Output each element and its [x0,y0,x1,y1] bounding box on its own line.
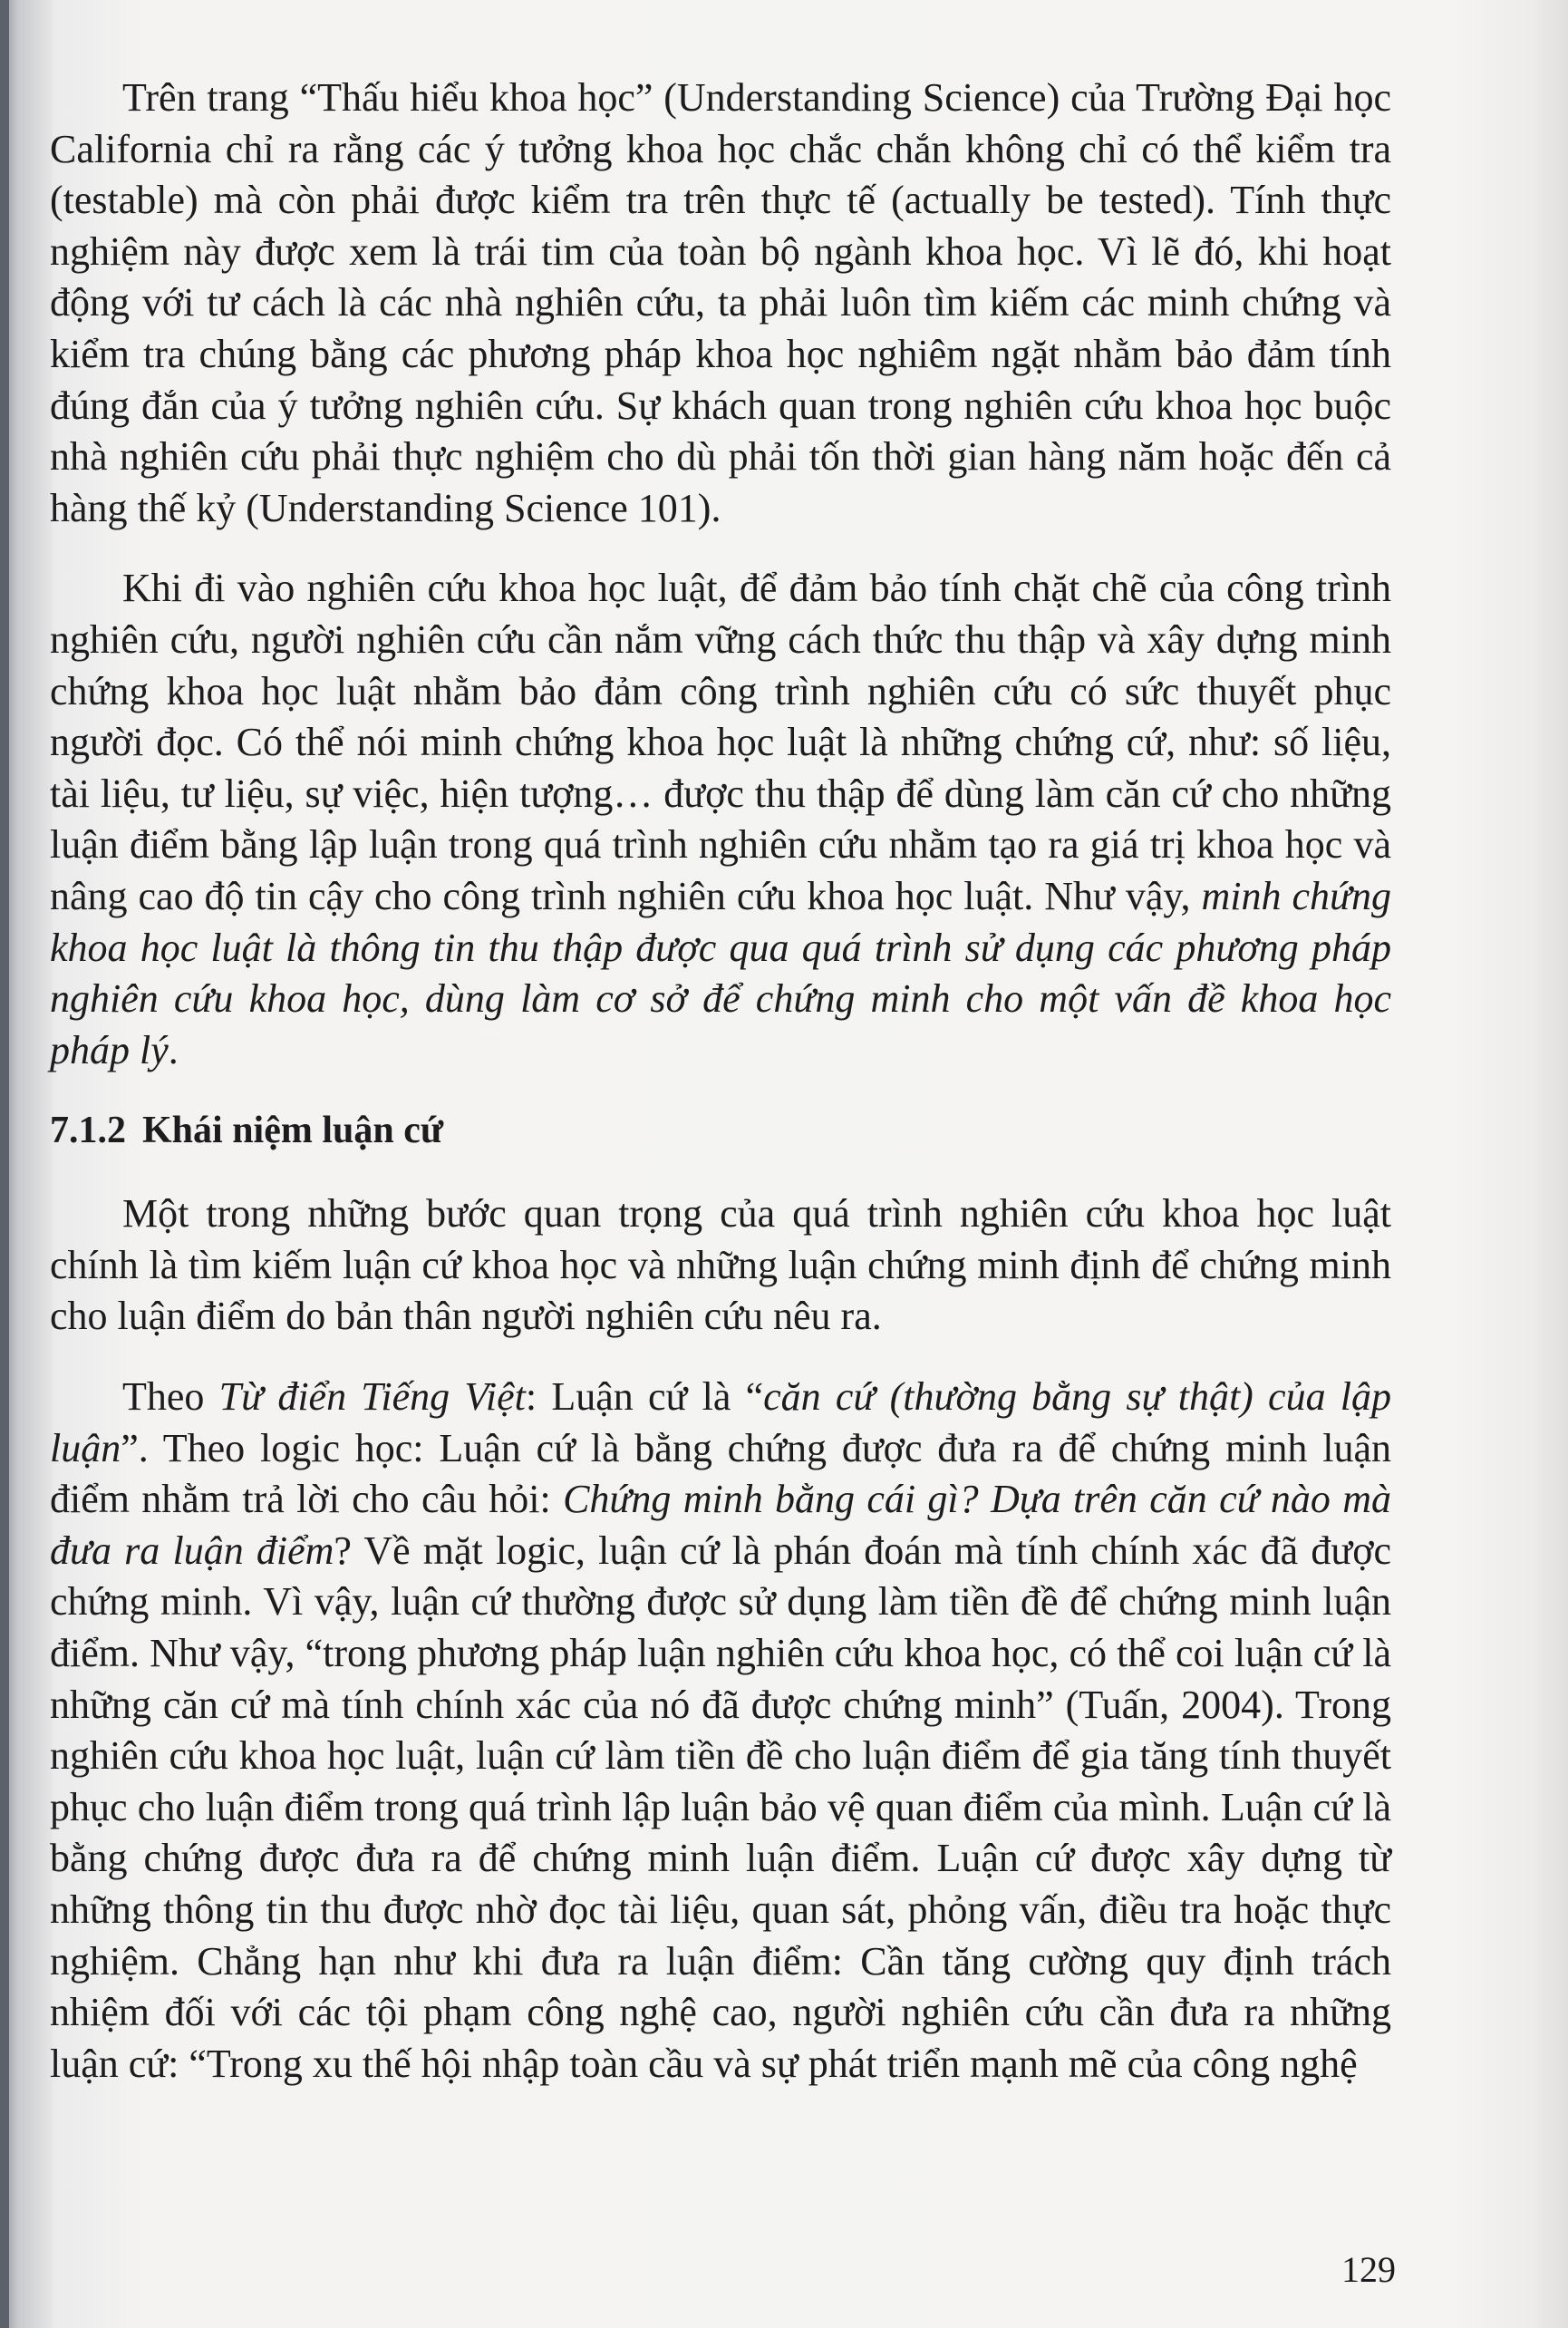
page-content [50,73,1391,2119]
text-segment: : Luận cứ là “ [525,1374,764,1420]
paragraph-p4 [50,1372,1391,2090]
paragraph-p1 [50,73,1391,534]
text-segment: minh chứng khoa học luật là thông tin thu thập được qua quá trình sử dụng các phương pháp nghiên cứu khoa học, dùng làm cơ sở để chứng minh cho một vấn đề khoa học pháp lý [50,873,1391,1072]
text-segment: Một trong những bước quan trọng của quá trình nghiên cứu khoa học luật chính là tìm kiếm luận cứ khoa học và những luận chứng minh định để chứng minh cho luận điểm do bản thân người nghiên cứu nêu ra. [50,1191,1391,1339]
section-title: Khái niệm luận cứ [142,1110,444,1152]
text-segment: Chứng minh bằng cái gì? Dựa trên căn cứ nào mà đưa ra luận điểm [50,1477,1391,1573]
section-bottom [50,1188,1391,2090]
section-heading [50,1105,1391,1156]
text-segment: Trên trang “Thấu hiểu khoa học” (Understanding Science) của Trường Đại học California chỉ ra rằng các ý tưởng khoa học chắc chắn không chỉ có thể kiểm tra (testable) mà còn phải được kiểm tra trên thực tế (actually be tested). Tính thực nghiệm này được xem là trái tim của toàn bộ ngành khoa học. Vì lẽ đó, khi hoạt động với tư cách là các nhà nghiên cứu, ta phải luôn tìm kiếm các minh chứng và kiểm tra chúng bằng các phương pháp khoa học nghiêm ngặt nhằm bảo đảm tính đúng đắn của ý tưởng nghiên cứu. Sự khách quan trong nghiên cứu khoa học buộc nhà nghiên cứu phải thực nghiệm cho dù phải tốn thời gian hàng năm hoặc đến cả hàng thế kỷ (Understanding Science 101). [50,75,1391,530]
text-segment: ? Về mặt logic, luận cứ là phán đoán mà tính chính xác đã được chứng minh. Vì vậy, luận cứ thường được sử dụng làm tiền đề để chứng minh luận điểm. Như vậy, “trong phương pháp luận nghiên cứu khoa học, có thể coi luận cứ là những căn cứ mà tính chính xác của nó đã được chứng minh” (Tuấn, 2004). Trong nghiên cứu khoa học luật, luận cứ làm tiền đề cho luận điểm để gia tăng tính thuyết phục cho luận điểm trong quá trình lập luận bảo vệ quan điểm của mình. Luận cứ là bằng chứng được đưa ra để chứng minh luận điểm. Luận cứ được xây dựng từ những thông tin thu được nhờ đọc tài liệu, quan sát, phỏng vấn, điều tra hoặc thực nghiệm. Chẳng hạn như khi đưa ra luận điểm: Cần tăng cường quy định trách nhiệm đối với các tội phạm công nghệ cao, người nghiên cứu cần đưa ra những luận cứ: “Trong xu thế hội nhập toàn cầu và sự phát triển mạnh mẽ của công nghệ [50,1528,1391,2086]
text-segment: Theo [122,1374,219,1420]
section-number: 7.1.2 [50,1110,126,1152]
paragraph-p3 [50,1188,1391,1343]
page-shadow [1532,0,1568,2328]
text-segment: căn cứ (thường bằng sự thật) của lập luận [50,1374,1392,1470]
page-edge [0,0,9,2328]
section-top [50,73,1391,1076]
text-segment: ”. Theo logic học: Luận cứ là bằng chứng được đưa ra để chứng minh luận điểm nhằm trả lời cho câu hỏi: [50,1425,1391,1522]
paragraph-p2 [50,563,1391,1076]
page-number: 129 [1341,2249,1396,2290]
text-segment: Từ điển Tiếng Việt [218,1374,526,1420]
text-segment: . [168,1027,179,1072]
text-segment: Khi đi vào nghiên cứu khoa học luật, để đảm bảo tính chặt chẽ của công trình nghiên cứu, người nghiên cứu cần nắm vững cách thức thu thập và xây dựng minh chứng khoa học luật nhằm bảo đảm công trình nghiên cứu có sức thuyết phục người đọc. Có thể nói minh chứng khoa học luật là những chứng cứ, như: số liệu, tài liệu, tư liệu, sự việc, hiện tượng… được thu thập để dùng làm căn cứ cho những luận điểm bằng lập luận trong quá trình nghiên cứu nhằm tạo ra giá trị khoa học và nâng cao độ tin cậy cho công trình nghiên cứu khoa học luật. Như vậy, [50,566,1391,918]
